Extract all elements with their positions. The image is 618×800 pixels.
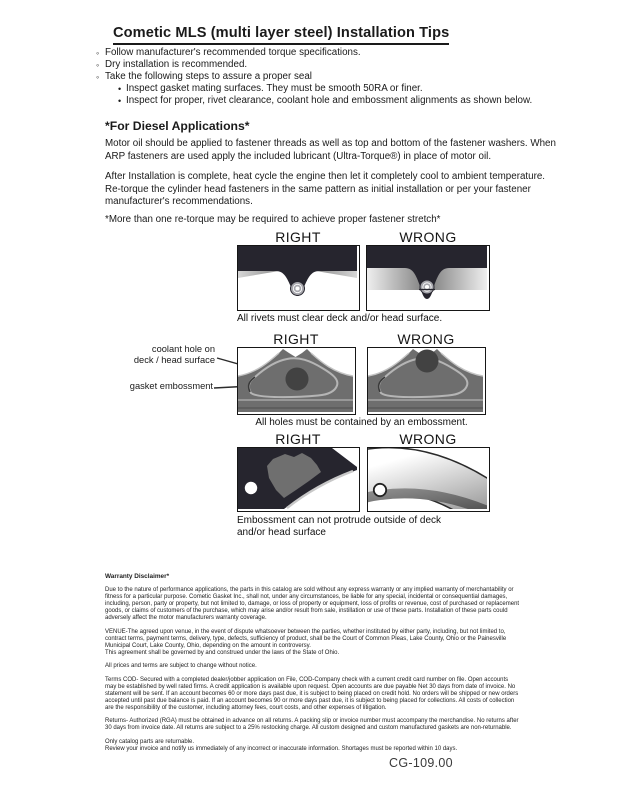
bullet-icon: ◦ <box>96 60 100 70</box>
annotation-line: deck / head surface <box>133 355 215 365</box>
disclaimer-paragraph: Only catalog parts are returnable. <box>105 738 195 745</box>
page-title: Cometic MLS (multi layer steel) Installation Tips <box>113 25 449 45</box>
row3-caption <box>237 515 497 538</box>
embossment-protruding-illustration <box>368 448 487 509</box>
row2-right-label: RIGHT <box>273 331 319 347</box>
disclaimer-paragraph: Review your invoice and notify us immediately of any incorrect or inaccurate information. Shortages must be reported within 10 days. <box>105 745 458 752</box>
list-item-text: Inspect for proper, rivet clearance, coolant hole and embossment alignments as shown below. <box>126 95 533 106</box>
bullet-icon: ◦ <box>96 48 100 58</box>
row2-wrong-label: WRONG <box>397 331 455 347</box>
hole-not-contained-illustration <box>368 348 483 412</box>
coolant-hole-annotation <box>116 344 215 366</box>
diesel-paragraph-2: After Installation is complete, heat cycle the engine then let it completely cool to ambient temperature. Re-torque the cylinder head fasteners in the same pattern as initial installation or per your fastener manufacturer's recommendations. <box>105 171 546 208</box>
diesel-applications-heading: *For Diesel Applications* <box>105 119 250 133</box>
annotation-line: coolant hole on <box>151 344 215 354</box>
gasket-embossment-annotation: gasket embossment <box>129 381 213 391</box>
sub-bullet-icon: • <box>118 96 122 106</box>
row3-wrong-diagram <box>367 447 490 512</box>
list-item-text: Follow manufacturer's recommended torque specifications. <box>105 47 361 58</box>
document-number: CG-109.00 <box>389 756 453 770</box>
list-item-text: Dry installation is recommended. <box>105 59 248 70</box>
row3-right-label: RIGHT <box>275 431 321 447</box>
row2-right-diagram <box>237 347 356 415</box>
disclaimer-paragraph: This agreement shall be governed by and construed under the laws of the State of Ohio. <box>105 649 340 656</box>
disclaimer-paragraph: All prices and terms are subject to change without notice. <box>105 663 257 669</box>
warranty-disclaimer <box>105 573 521 759</box>
bullet-icon: ◦ <box>96 72 100 82</box>
list-item <box>96 47 566 59</box>
row1-caption: All rivets must clear deck and/or head surface. <box>237 313 443 324</box>
retorque-note: *More than one re-torque may be required to achieve proper fastener stretch* <box>105 214 441 225</box>
row1-right-label: RIGHT <box>275 229 321 245</box>
list-sub-item <box>96 83 566 95</box>
row3-wrong-label: WRONG <box>399 431 457 447</box>
rivet-clear-illustration <box>238 246 357 308</box>
row2-wrong-diagram <box>367 347 486 415</box>
embossment-inside-illustration <box>238 448 357 509</box>
list-sub-item <box>96 95 566 107</box>
row1-wrong-label: WRONG <box>399 229 457 245</box>
row1-wrong-diagram <box>366 245 490 311</box>
row3-right-diagram <box>237 447 360 512</box>
disclaimer-heading: Warranty Disclaimer* <box>105 573 170 580</box>
hole-contained-illustration <box>238 348 353 412</box>
disclaimer-paragraph: Terms COD- Secured with a completed dealer/jobber application on File, COD-Company check with a current credit card number on file. Open accounts may be established by well rated firms. A credit application is available upon request. Open accounts are due payable Net 30 days from date of invoice. No statement will be sent. If an account becomes 60 or more days past due, it is subject to being placed on credit hold. No orders will be shipped or new orders accepted until past due balance is paid. If an account becomes 90 or more days past due, it is subject to being placed for collections. All costs of collection are the responsibility of the customer, including attorney fees, court costs, and other expenses of litigation. <box>105 676 519 711</box>
list-item-text: Inspect gasket mating surfaces. They must be smooth 50RA or finer. <box>126 83 423 94</box>
disclaimer-paragraph: Returns- Authorized (RGA) must be obtained in advance on all returns. A packing slip or invoice number must accompany the merchandise. No returns after 30 days from invoice date. All returns are subject to a 25% restocking charge. All custom designed and custom manufactured gaskets are non-returnable. <box>105 718 519 731</box>
list-item-text: Take the following steps to assure a proper seal <box>105 71 312 82</box>
caption-line: Embossment can not protrude outside of deck <box>237 515 442 526</box>
list-item <box>96 71 566 83</box>
disclaimer-paragraph: VENUE-The agreed upon venue, in the event of dispute whatsoever between the parties, whether instituted by either party, including, but not limited to, contract terms, payment terms, delivery, type, defects, sufficiency of product, shall be the Court of Common Pleas, Lake County, Ohio or the Painesville Municipal Court, Lake County, Ohio, depending on the amount in controversy. <box>105 628 507 649</box>
sub-bullet-icon: • <box>118 84 122 94</box>
installation-tips-list <box>96 47 566 107</box>
row2-caption: All holes must be contained by an embossment. <box>255 417 468 428</box>
row1-right-diagram <box>237 245 360 311</box>
rivet-interference-illustration <box>367 246 487 308</box>
disclaimer-paragraph: Due to the nature of performance applications, the parts in this catalog are sold without any express warranty or any implied warranty of merchantability or fitness for a particular purpose. Cometic Gasket Inc., shall not, under any circumstances, be liable for any special, incidental or consequential damages, including, person, party or property, but not limited to, damage, or loss of property or equipment, loss of profits or revenue, cost of purchased or replacement goods, or claims of customers of the purchase, which may arise and/or result from sale, instillation or use of these parts. Installation of these parts could adversely affect the motor manufacturers warranty coverage. <box>105 587 520 621</box>
caption-line: and/or head surface <box>237 526 326 538</box>
diesel-paragraph-1: Motor oil should be applied to fastener threads as well as top and bottom of the fastener washers. When ARP fasteners are used apply the included lubricant (Ultra-Torque®) in place of motor oil. <box>105 138 556 162</box>
list-item <box>96 59 566 71</box>
